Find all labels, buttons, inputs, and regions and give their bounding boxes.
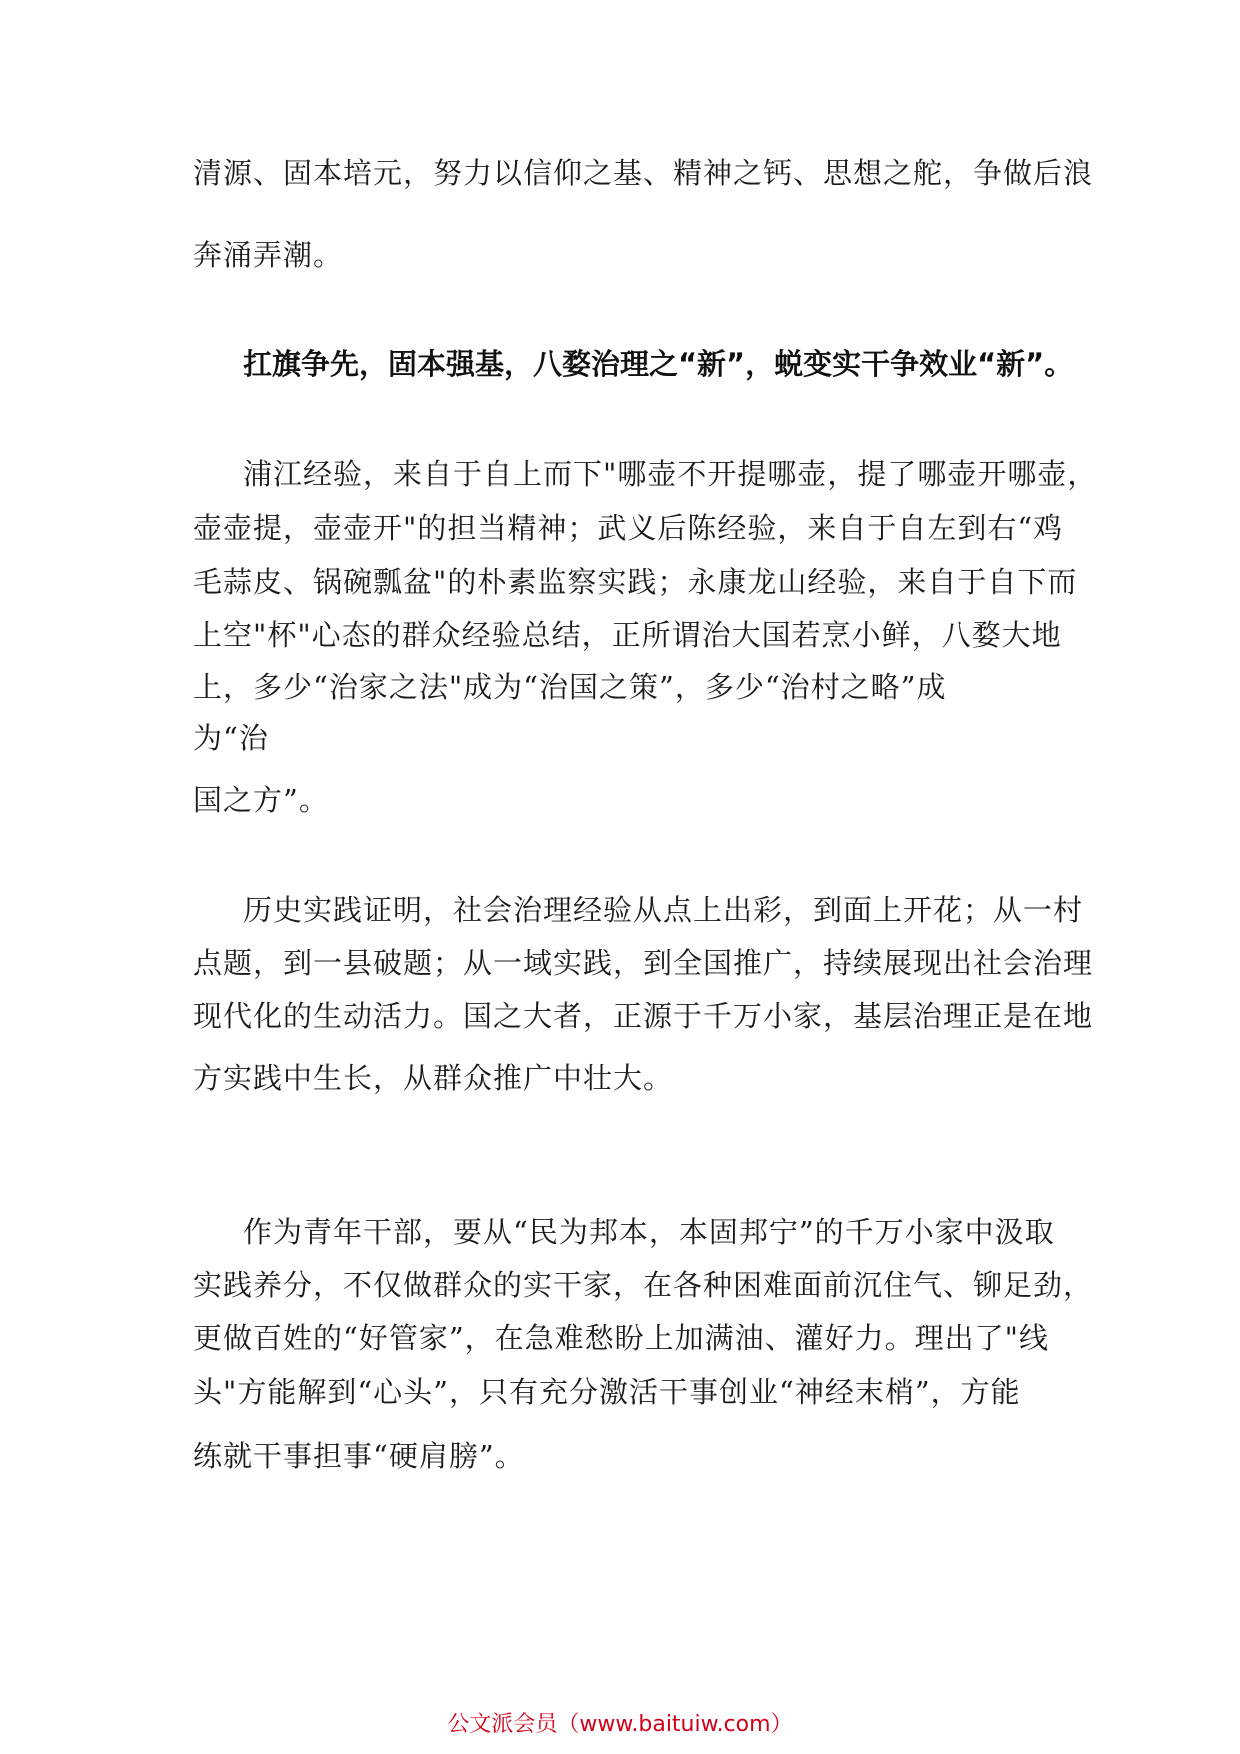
paragraph-2-line-1: 历史实践证明，社会治理经验从点上出彩，到面上开花；从一村	[243, 893, 1084, 927]
paragraph-1-line-4: 上空"杯"心态的群众经验总结，正所谓治大国若烹小鲜，八婺大地	[193, 618, 1062, 652]
paragraph-3-line-1: 作为青年干部，要从“民为邦本，本固邦宁”的千万小家中汲取	[243, 1215, 1055, 1249]
paragraph-1-line-5: 上，多少“治家之法"成为“治国之策”，多少“治村之略”成	[193, 670, 947, 704]
paragraph-1-line-3: 毛蒜皮、锅碗瓢盆"的朴素监察实践；永康龙山经验，来自于自下而	[193, 565, 1078, 599]
footer-watermark-link[interactable]: 公文派会员（www.baituiw.com）	[447, 1712, 793, 1737]
intro-line-2: 奔涌弄潮。	[193, 238, 344, 272]
paragraph-3-line-4: 头"方能解到“心头”，只有充分激活干事创业“神经末梢”，方能	[193, 1375, 1021, 1409]
paragraph-1-line-6: 为“治	[193, 721, 269, 755]
paragraph-2-line-3: 现代化的生动活力。国之大者，正源于千万小家，基层治理正是在地	[193, 999, 1094, 1033]
paragraph-2-line-2: 点题，到一县破题；从一域实践，到全国推广，持续展现出社会治理	[193, 946, 1094, 980]
paragraph-3-line-5: 练就干事担事“硬肩膀”。	[193, 1439, 525, 1473]
paragraph-1-line-2: 壶壶提，壶壶开"的担当精神；武义后陈经验，来自于自左到右“鸡	[193, 511, 1064, 545]
paragraph-1-line-7: 国之方”。	[193, 783, 329, 817]
paragraph-3-line-2: 实践养分，不仅做群众的实干家，在各种困难面前沉住气、铆足劲，	[193, 1268, 1094, 1302]
paragraph-3-line-3: 更做百姓的“好管家”，在急难愁盼上加满油、灌好力。理出了"线	[193, 1321, 1049, 1355]
paragraph-1-line-1: 浦江经验，来自于自上而下"哪壶不开提哪壶，提了哪壶开哪壶，	[243, 457, 1098, 491]
section-heading: 扛旗争先，固本强基，八婺治理之“新”，蜕变实干争效业“新”。	[243, 347, 1074, 381]
paragraph-2-line-4: 方实践中生长，从群众推广中壮大。	[193, 1061, 674, 1095]
intro-line-1: 清源、固本培元，努力以信仰之基、精神之钙、思想之舵，争做后浪	[193, 156, 1094, 190]
